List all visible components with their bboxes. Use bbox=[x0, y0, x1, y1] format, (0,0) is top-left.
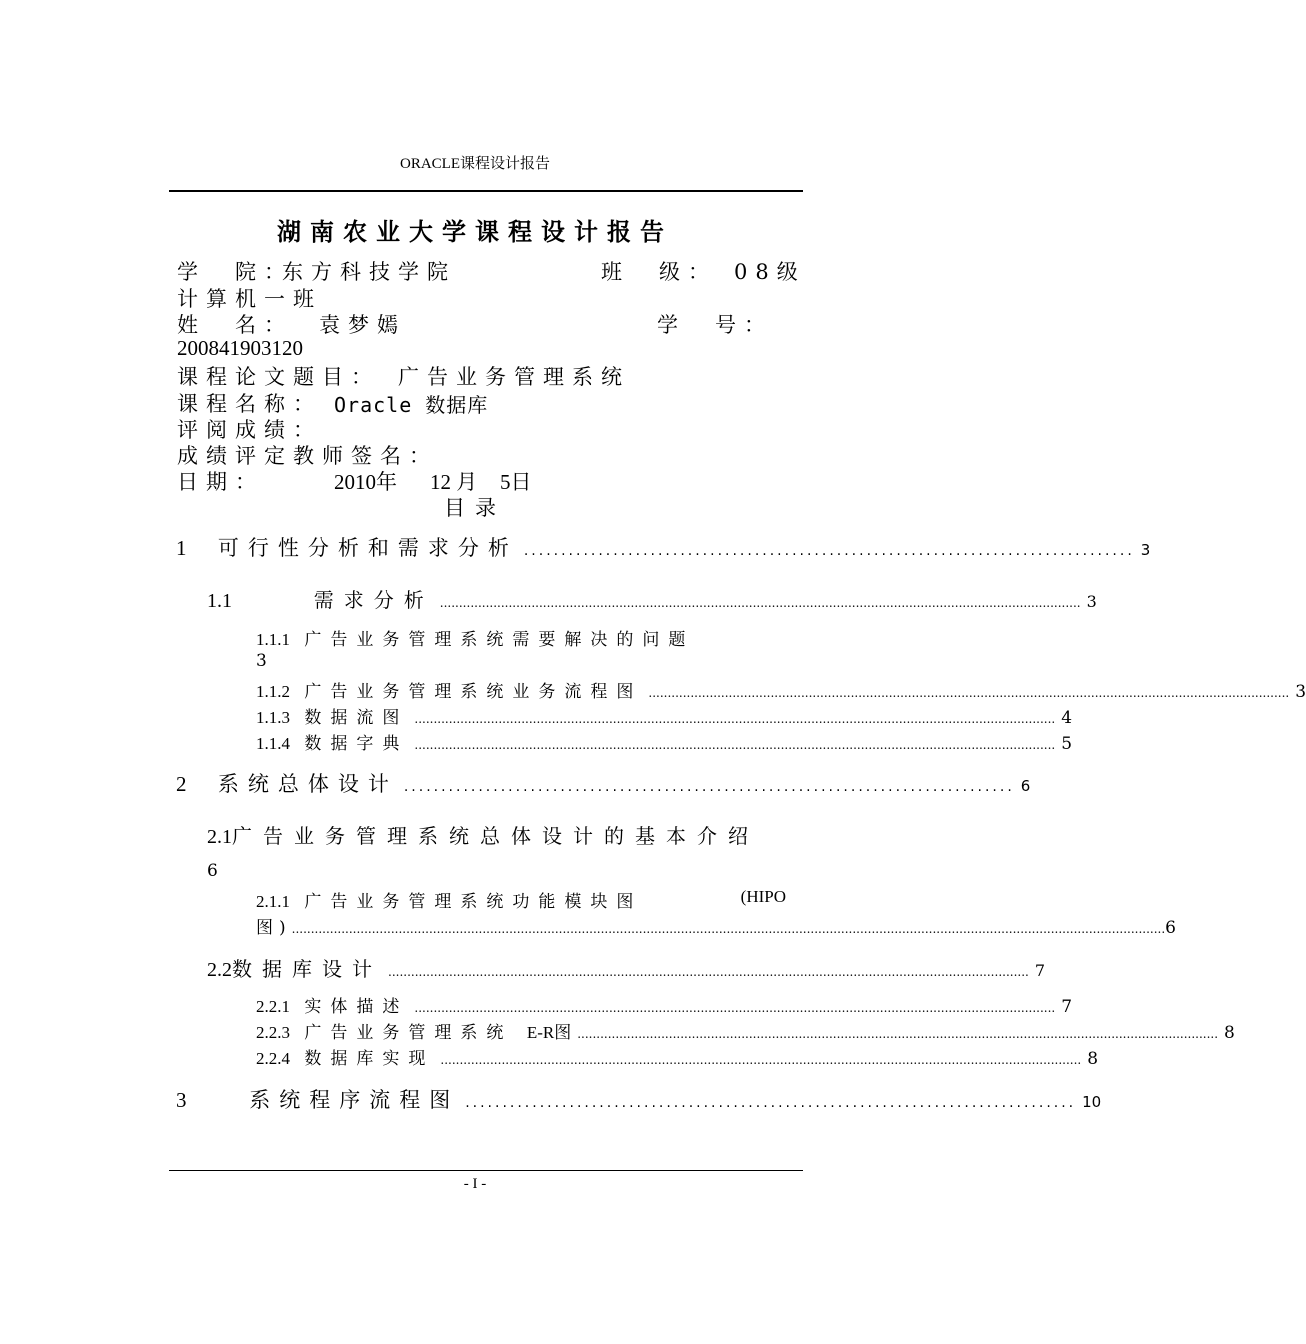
toc-entry-page: 6 bbox=[207, 861, 218, 881]
toc-dot-leader: ........................................................................................................................................................................ bbox=[439, 596, 1081, 610]
toc-entry-number: 1.1.2 bbox=[256, 682, 290, 701]
name-value: 袁梦嫣 bbox=[319, 313, 406, 337]
toc-entry[interactable] bbox=[256, 729, 1073, 754]
toc-entry-page: 7 bbox=[1034, 961, 1046, 980]
toc-entry[interactable] bbox=[176, 768, 1031, 798]
toc-entry-text-cont: 图) bbox=[256, 918, 292, 938]
toc-entry[interactable] bbox=[256, 1044, 1099, 1069]
toc-dot-leader: ........................................................................................................................................................................ bbox=[577, 1027, 1219, 1041]
course-label: 课程名称： bbox=[177, 392, 322, 416]
toc-entry-text: 数据流图 bbox=[304, 708, 409, 728]
toc-entry[interactable] bbox=[176, 532, 1151, 562]
toc-entry-number: 2.1.1 bbox=[256, 892, 290, 911]
toc-entry-page: 7 bbox=[1061, 997, 1073, 1017]
footer-rule bbox=[169, 1170, 803, 1171]
toc-entry-page: 6 bbox=[1165, 918, 1176, 938]
header-rule bbox=[169, 190, 803, 192]
toc-entry[interactable] bbox=[256, 677, 1306, 702]
toc-entry-page: 3 bbox=[1140, 541, 1151, 559]
toc-entry-number: 2.2.3 bbox=[256, 1023, 290, 1042]
college-value: 东方科技学院 bbox=[282, 260, 456, 284]
course-value: Oracle 数据库 bbox=[334, 393, 489, 417]
toc-entry-text: 广告业务管理系统需要解决的问题 bbox=[304, 630, 695, 650]
date-month: 12 月 bbox=[430, 470, 478, 494]
toc-entry[interactable] bbox=[256, 625, 694, 650]
signer-label: 成绩评定教师签名： bbox=[177, 444, 438, 468]
toc-entry[interactable] bbox=[207, 584, 1097, 613]
toc-dot-leader: ........................................................................................................................................................................ bbox=[414, 738, 1056, 752]
class-label: 班 级： bbox=[601, 260, 717, 284]
toc-dot-leader: ........................................................................................................................................................................ bbox=[388, 965, 1029, 979]
toc-entry-number: 2.2.1 bbox=[256, 997, 290, 1016]
student-id-value: 200841903120 bbox=[177, 336, 303, 360]
class-value-a: 08级 bbox=[734, 260, 806, 284]
toc-entry-text: 系统程序流程图 bbox=[249, 1088, 460, 1112]
toc-entry-text: 数据库设计 bbox=[232, 957, 382, 981]
running-header: ORACLE课程设计报告 bbox=[399, 156, 550, 172]
toc-entry-page: 3 bbox=[1086, 592, 1097, 611]
date-day: 5日 bbox=[500, 470, 532, 494]
toc-entry[interactable] bbox=[207, 953, 1046, 982]
toc-entry[interactable] bbox=[256, 1018, 1235, 1043]
toc-entry-number: 1.1 bbox=[207, 590, 232, 612]
toc-entry[interactable] bbox=[256, 887, 786, 912]
toc-entry-continuation[interactable] bbox=[256, 913, 1176, 938]
toc-entry-number: 2.2 bbox=[207, 959, 232, 981]
page-number: - I - bbox=[463, 1176, 487, 1192]
topic-label: 课程论文题目： bbox=[177, 365, 380, 389]
toc-entry-page: 10 bbox=[1082, 1093, 1102, 1111]
toc-entry-number: 1.1.3 bbox=[256, 708, 290, 727]
toc-entry-text: 广告业务管理系统功能模块图 bbox=[304, 892, 643, 912]
toc-entry-page: 8 bbox=[1224, 1023, 1235, 1043]
toc-entry[interactable] bbox=[256, 992, 1073, 1017]
toc-entry-page: 3 bbox=[1295, 682, 1306, 702]
date-year: 2010年 bbox=[334, 470, 397, 494]
college-label: 学 院： bbox=[177, 260, 293, 284]
toc-dot-leader: ..................................................................................................................................................................................................................................... bbox=[291, 922, 1166, 936]
toc-entry-text: 数据字典 bbox=[304, 734, 409, 754]
toc-entry-text-suffix: E-R图 bbox=[526, 1023, 572, 1042]
toc-entry-number: 2 bbox=[176, 772, 187, 796]
toc-entry-text: 需求分析 bbox=[313, 588, 434, 612]
toc-entry-text: 广告业务管理系统总体设计的基本介绍 bbox=[232, 824, 759, 848]
date-label: 日期： bbox=[177, 470, 264, 494]
toc-entry-number: 1 bbox=[176, 536, 187, 560]
toc-dot-leader: .................................................................................. bbox=[465, 1095, 1077, 1111]
document-title: 湖南农业大学课程设计报告 bbox=[277, 218, 673, 246]
toc-entry-text: 系统总体设计 bbox=[217, 772, 398, 796]
toc-entry-page: 8 bbox=[1087, 1049, 1099, 1069]
toc-dot-leader: ........................................................................................................................................................................ bbox=[414, 712, 1056, 726]
toc-entry-page: 6 bbox=[1020, 777, 1031, 795]
toc-entry-text: 数据库实现 bbox=[304, 1049, 435, 1069]
toc-entry-number: 2.2.4 bbox=[256, 1049, 290, 1068]
toc-dot-leader: ........................................................................................................................................................................ bbox=[414, 1001, 1056, 1015]
student-id-label: 学 号： bbox=[657, 313, 773, 337]
toc-entry-page: 5 bbox=[1061, 734, 1073, 754]
toc-entry-page: 3 bbox=[256, 651, 267, 671]
class-value-b: 计算机一班 bbox=[177, 287, 322, 311]
toc-entry-text: 可行性分析和需求分析 bbox=[217, 536, 518, 560]
toc-entry-number: 2.1 bbox=[207, 826, 232, 848]
grade-label: 评阅成绩： bbox=[177, 418, 322, 442]
toc-entry-number: 3 bbox=[176, 1088, 187, 1112]
toc-dot-leader: ........................................................................................................................................................................ bbox=[440, 1053, 1082, 1067]
toc-entry-page: 4 bbox=[1061, 708, 1073, 728]
toc-dot-leader: .................................................................................. bbox=[403, 779, 1015, 795]
topic-value: 广告业务管理系统 bbox=[398, 365, 630, 389]
toc-entry-text: 广告业务管理系统业务流程图 bbox=[304, 682, 643, 702]
toc-dot-leader: ........................................................................................................................................................................ bbox=[648, 686, 1290, 700]
name-label: 姓 名： bbox=[177, 313, 293, 337]
toc-dot-leader: .................................................................................. bbox=[523, 543, 1135, 559]
toc-title: 目录 bbox=[444, 496, 506, 520]
toc-entry-text: 广告业务管理系统 bbox=[304, 1023, 513, 1043]
toc-entry[interactable] bbox=[207, 820, 759, 849]
toc-entry-number: 1.1.1 bbox=[256, 630, 290, 649]
toc-entry-text-suffix: (HIPO bbox=[740, 887, 786, 906]
toc-entry-number: 1.1.4 bbox=[256, 734, 290, 753]
toc-entry[interactable] bbox=[256, 703, 1073, 728]
toc-entry-text: 实体描述 bbox=[304, 997, 409, 1017]
toc-entry[interactable] bbox=[176, 1084, 1102, 1114]
